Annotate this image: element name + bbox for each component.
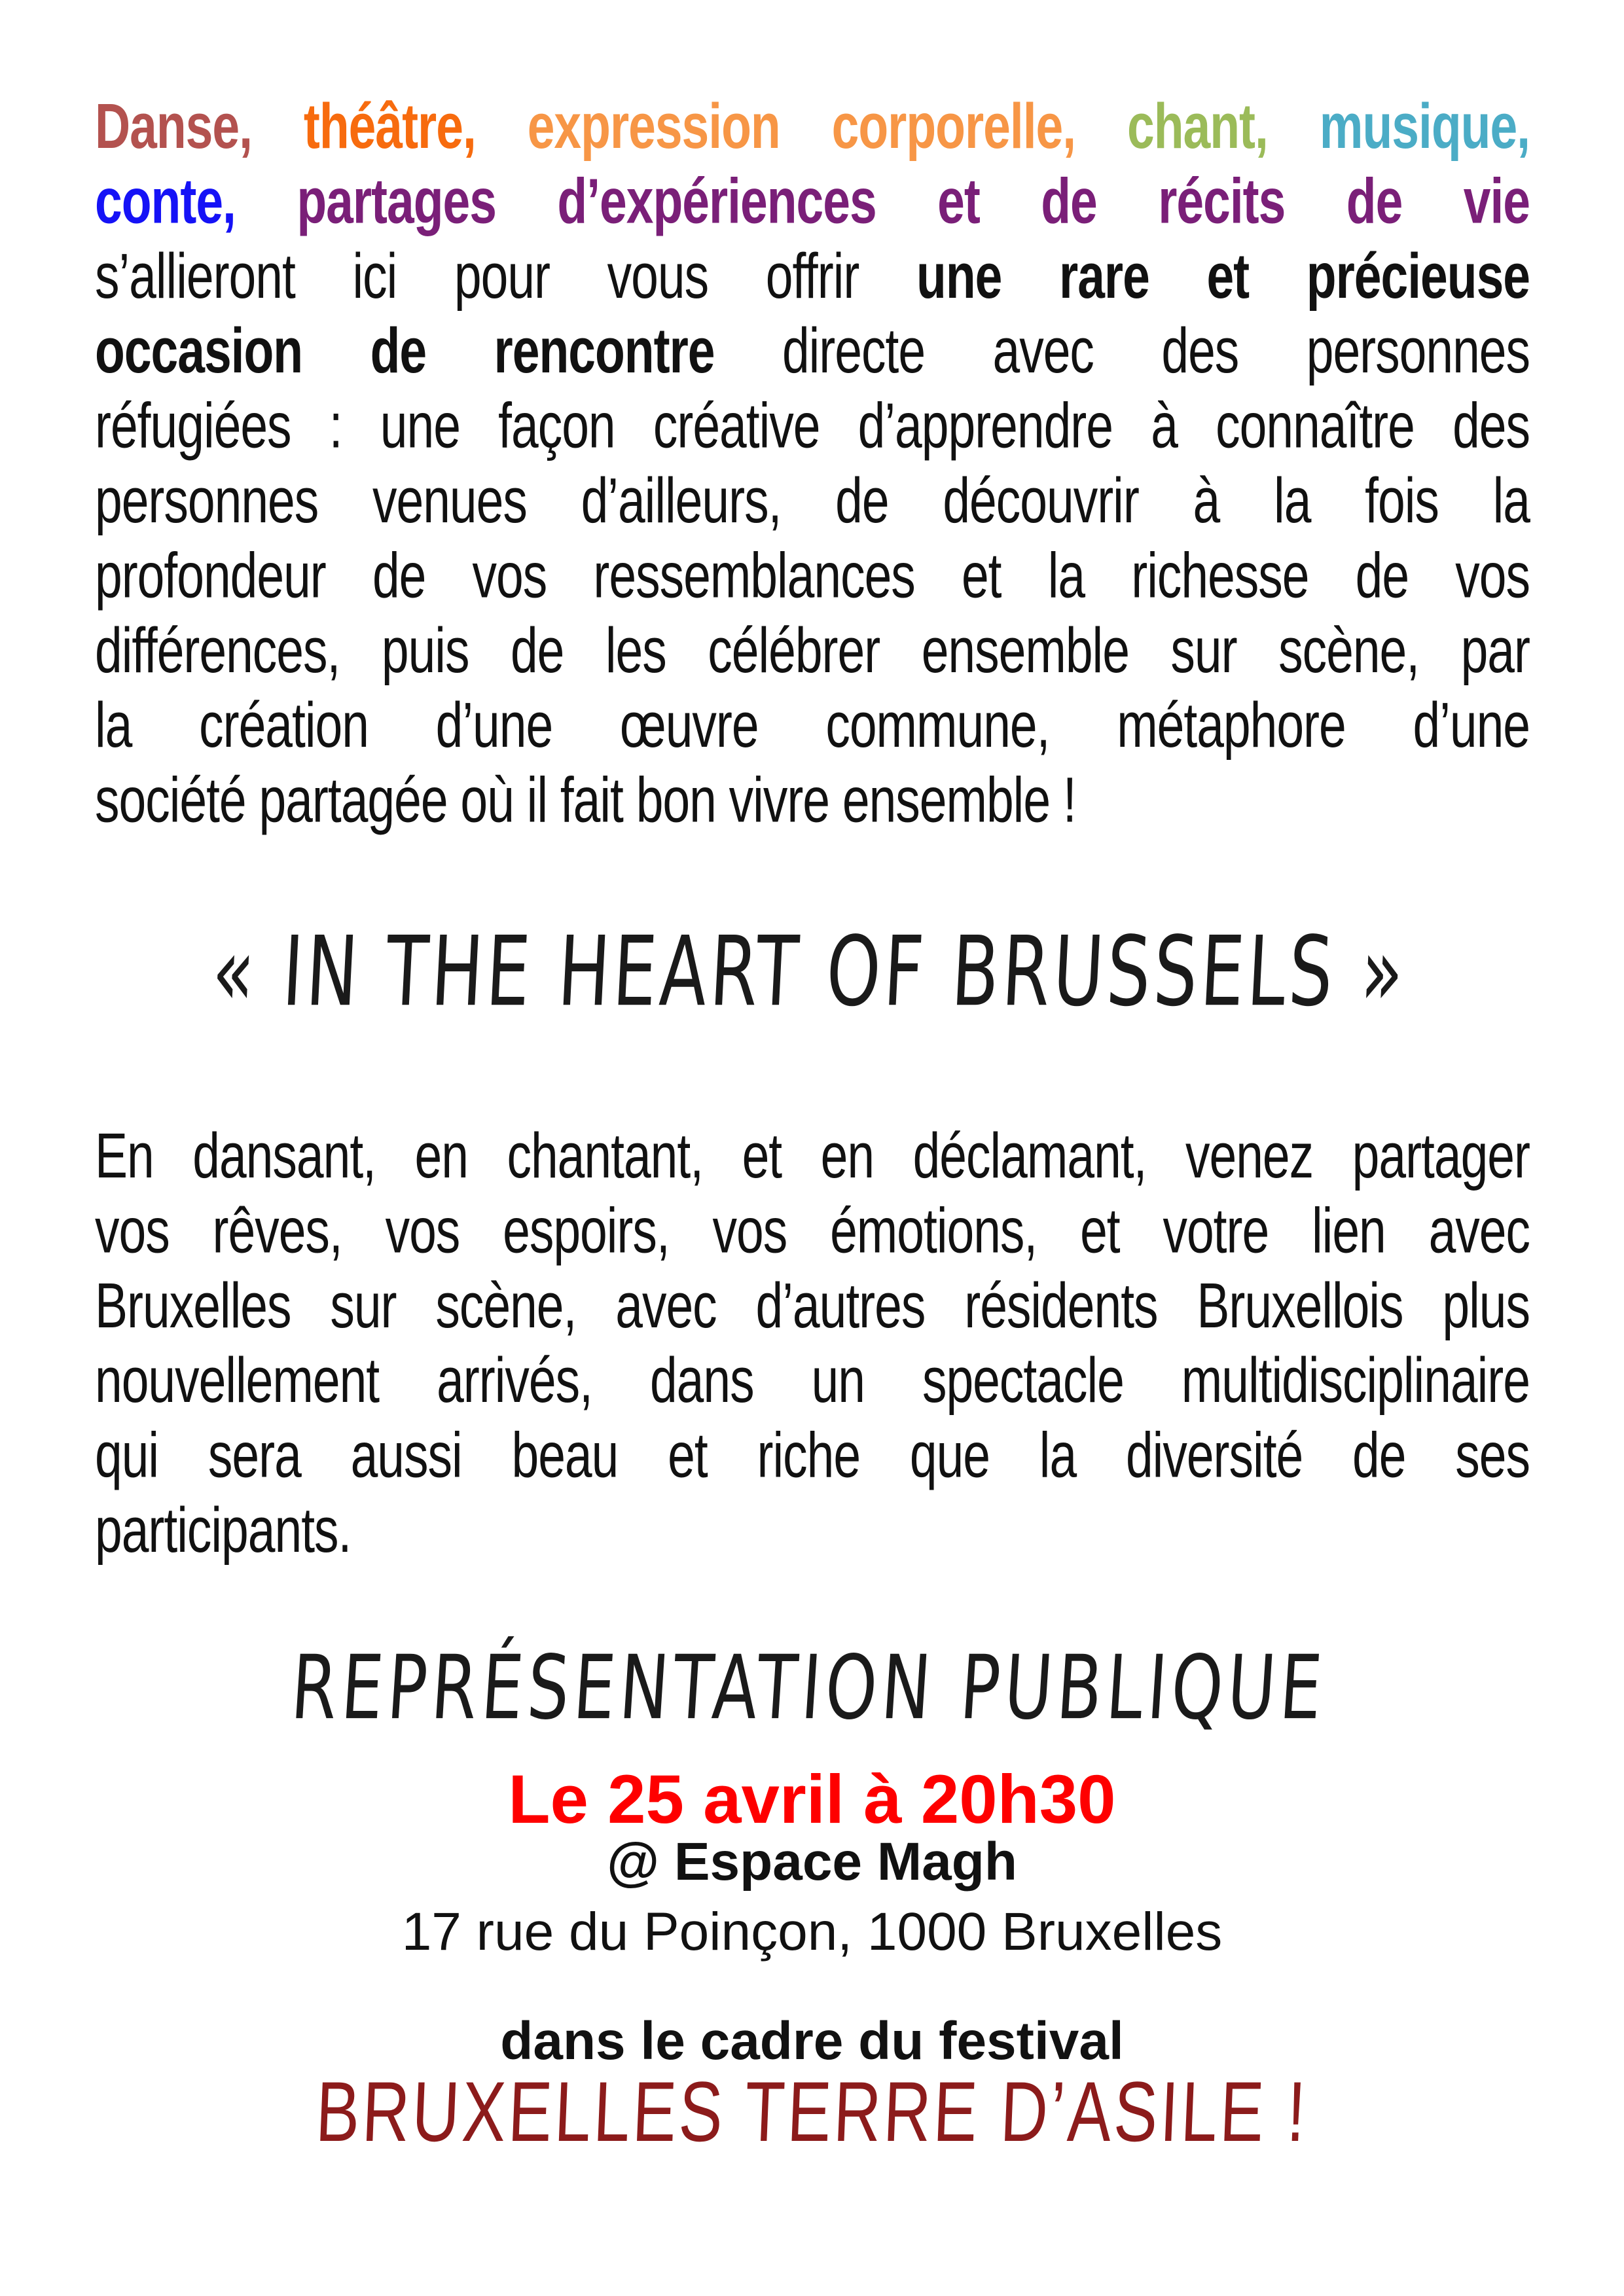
event-date: Le 25 avril à 20h30: [508, 1761, 1116, 1838]
text-segment: musique,: [1319, 90, 1530, 162]
text-line: [95, 1418, 1530, 1492]
text-line: [95, 88, 1530, 163]
text-segment: directe avec des personnes: [782, 314, 1530, 386]
text-segment: réfugiées : une façon créative d’apprendre à connaître des: [95, 389, 1530, 461]
text-line: [95, 1118, 1530, 1193]
festival-name: BRUXELLES TERRE D’ASILE !: [314, 2064, 1310, 2160]
text-segment: une rare et précieuse: [916, 240, 1530, 312]
text-segment: la création d’une œuvre commune, métaphore d’une: [95, 689, 1530, 761]
intro-paragraph: [95, 88, 1530, 837]
text-segment: En dansant, en chantant, et en déclamant, venez partager: [95, 1119, 1530, 1191]
text-line: [95, 613, 1530, 687]
text-segment: profondeur de vos ressemblances et la richesse de vos: [95, 539, 1530, 611]
show-title-heading: « IN THE HEART OF BRUSSELS »: [209, 916, 1409, 1028]
text-line: [95, 238, 1530, 313]
text-segment: Bruxelles sur scène, avec d’autres résidents Bruxellois plus: [95, 1269, 1530, 1341]
description-paragraph: [95, 1118, 1530, 1567]
text-line: [95, 1342, 1530, 1417]
text-segment: chant,: [1127, 90, 1268, 162]
text-segment: vos rêves, vos espoirs, vos émotions, et votre lien avec: [95, 1194, 1530, 1266]
text-line: [95, 1193, 1530, 1267]
text-line: [95, 537, 1530, 612]
text-line: [95, 762, 1530, 837]
event-venue: @ Espace Magh: [607, 1832, 1017, 1892]
event-address: 17 rue du Poinçon, 1000 Bruxelles: [401, 1902, 1223, 1962]
text-segment: différences, puis de les célébrer ensemble sur scène, par: [95, 614, 1530, 686]
text-line: [95, 1492, 1530, 1567]
text-segment: Danse,: [95, 90, 252, 162]
text-segment: conte,: [95, 165, 236, 237]
text-segment: partages d’expériences et de récits de vie: [297, 165, 1530, 237]
text-line: [95, 1268, 1530, 1342]
festival-intro: dans le cadre du festival: [500, 2011, 1124, 2071]
text-segment: société partagée où il fait bon vivre ensemble !: [95, 764, 1076, 836]
text-segment: théâtre,: [303, 90, 476, 162]
text-segment: s’allieront ici pour vous offrir: [95, 240, 859, 312]
text-segment: qui sera aussi beau et riche que la diversité de ses: [95, 1419, 1530, 1491]
text-segment: expression corporelle,: [527, 90, 1076, 162]
event-title-heading: REPRÉSENTATION PUBLIQUE: [288, 1636, 1330, 1740]
text-segment: participants.: [95, 1494, 352, 1566]
text-line: [95, 463, 1530, 537]
text-segment: occasion de rencontre: [95, 314, 715, 386]
text-segment: personnes venues d’ailleurs, de découvrir à la fois la: [95, 464, 1530, 536]
text-line: [95, 163, 1530, 238]
text-line: [95, 313, 1530, 387]
text-segment: nouvellement arrivés, dans un spectacle multidisciplinaire: [95, 1344, 1530, 1416]
text-line: [95, 388, 1530, 463]
text-line: [95, 687, 1530, 762]
